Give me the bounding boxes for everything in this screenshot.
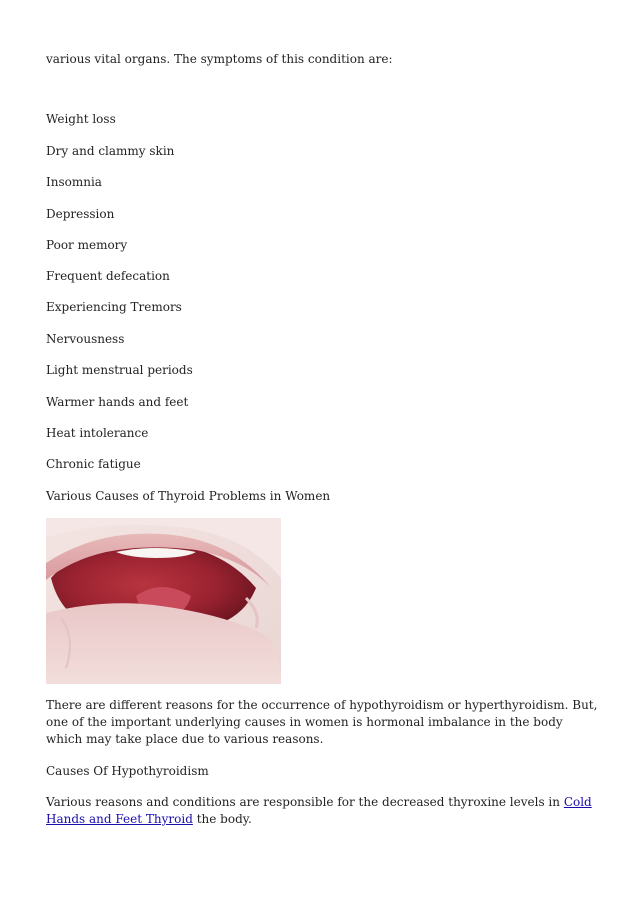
cold-hands-thyroid-link[interactable]: Cold Hands and Feet Thyroid xyxy=(46,795,592,826)
list-item: Dry and clammy skin xyxy=(46,144,175,158)
list-item: Nervousness xyxy=(46,332,125,346)
paragraph-text: the body. xyxy=(192,812,252,826)
list-item: Chronic fatigue xyxy=(46,457,141,471)
list-item: Experiencing Tremors xyxy=(46,300,182,314)
intro-text: various vital organs. The symptoms of this condition are: xyxy=(46,52,393,66)
list-item: Insomnia xyxy=(46,175,102,189)
section-heading: Various Causes of Thyroid Problems in Women xyxy=(46,489,331,503)
list-item: Frequent defecation xyxy=(46,269,170,283)
list-item: Light menstrual periods xyxy=(46,363,193,377)
list-item: Weight loss xyxy=(46,112,116,126)
list-item: Warmer hands and feet xyxy=(46,395,189,409)
list-item: Poor memory xyxy=(46,238,128,252)
list-item: Heat intolerance xyxy=(46,426,149,440)
causes-paragraph: There are different reasons for the occurrence of hypothyroidism or hyperthyroidism. But, one of the important underlying causes in women is hormonal imbalance in the body which may take place due to various reasons. xyxy=(46,698,598,746)
hypothyroidism-paragraph xyxy=(46,794,598,828)
hypothyroidism-heading: Causes Of Hypothyroidism xyxy=(46,764,209,778)
paragraph-text: Various reasons and conditions are responsible for the decreased thyroxine levels in xyxy=(46,795,564,809)
list-item: Depression xyxy=(46,207,115,221)
mouth-photo xyxy=(46,518,281,684)
